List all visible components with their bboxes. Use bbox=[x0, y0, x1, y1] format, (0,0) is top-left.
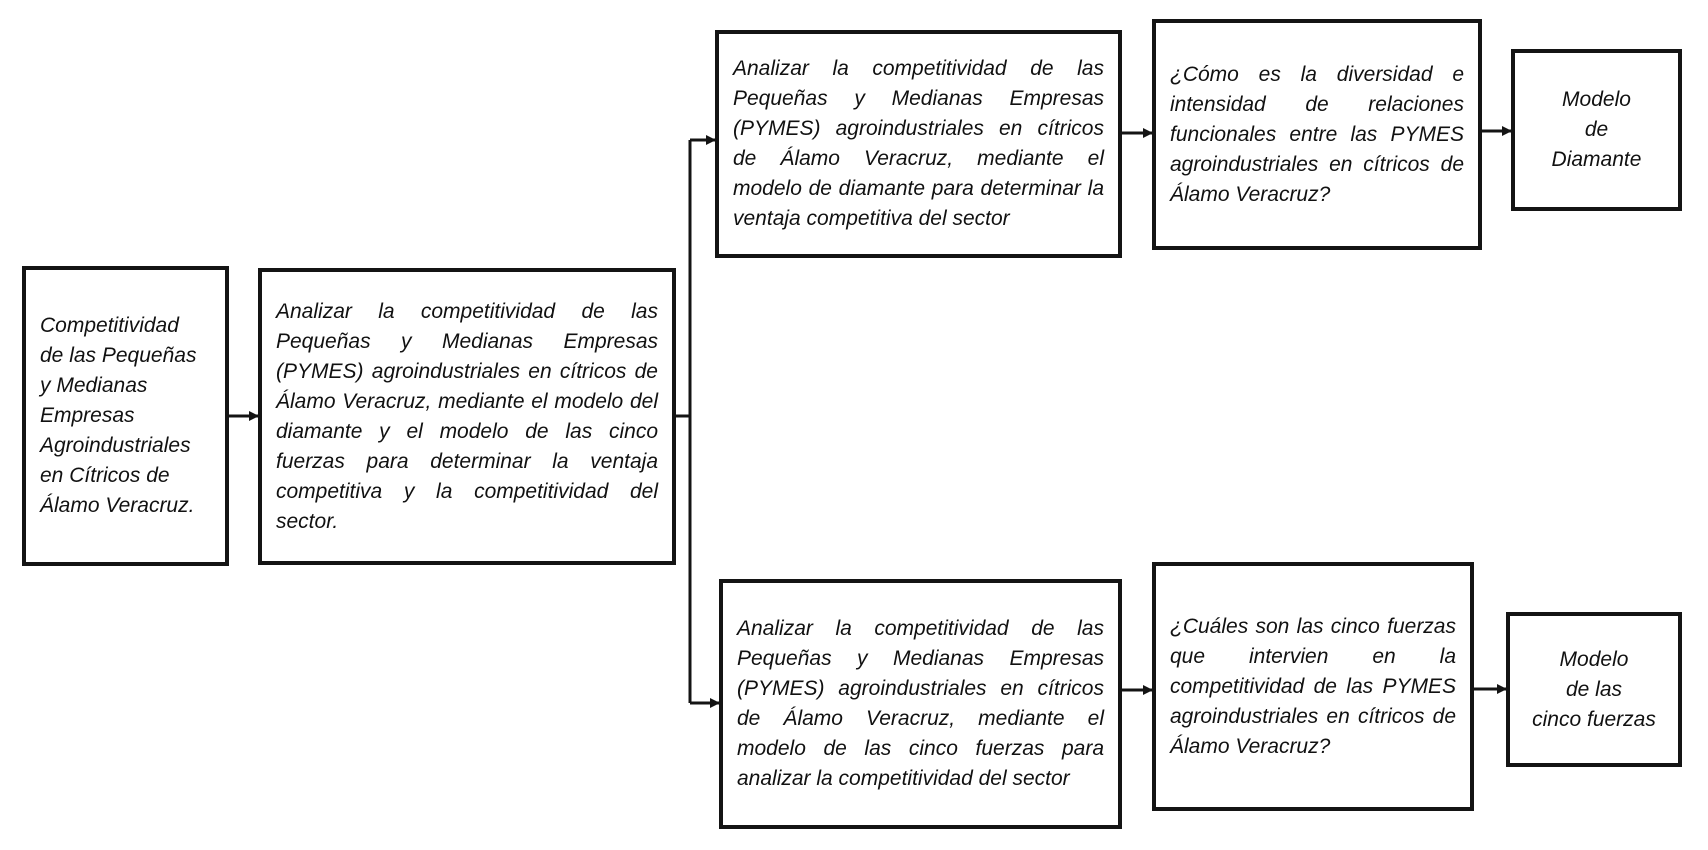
objective-forces-box bbox=[719, 579, 1122, 829]
model-diamond-text: Modelo de Diamante bbox=[1551, 88, 1642, 171]
general-objective-text: Analizar la competitividad de las Pequeñas y Medianas Empresas (PYMES) agroindustriales en cítricos de Álamo Veracruz, mediante el modelo del diamante y el modelo de las cinco fuerzas para determinar la ventaja competitiva y la competitividad del sector. bbox=[276, 299, 658, 533]
root-topic-box bbox=[22, 266, 229, 566]
model-forces-text: Modelo de las cinco fuerzas bbox=[1532, 647, 1656, 731]
question-diamond-box bbox=[1152, 19, 1482, 250]
root-topic-text: Competitividad de las Pequeñas y Medianas Empresas Agroindustriales en Cítricos de Álamo Veracruz. bbox=[40, 314, 197, 517]
question-diamond-text: ¿Cómo es la diversidad e intensidad de relaciones funcionales entre las PYMES agroindustriales en cítricos de Álamo Veracruz? bbox=[1170, 62, 1464, 206]
model-diamond-box bbox=[1511, 49, 1682, 211]
question-forces-text: ¿Cuáles son las cinco fuerzas que intervien en la competitividad de las PYMES agroindustriales en cítricos de Álamo Veracruz? bbox=[1170, 614, 1456, 758]
objective-diamond-box bbox=[715, 30, 1122, 258]
objective-forces-text: Analizar la competitividad de las Pequeñas y Medianas Empresas (PYMES) agroindustriales en cítricos de Álamo Veracruz, mediante el modelo de las cinco fuerzas para analizar la competitividad del sector bbox=[737, 617, 1104, 790]
general-objective-box bbox=[258, 268, 676, 565]
model-forces-box bbox=[1506, 612, 1682, 767]
objective-diamond-text: Analizar la competitividad de las Pequeñas y Medianas Empresas (PYMES) agroindustriales en cítricos de Álamo Veracruz, mediante el modelo de diamante para determinar la ventaja competitiva del sector bbox=[733, 57, 1104, 230]
question-forces-box bbox=[1152, 562, 1474, 811]
